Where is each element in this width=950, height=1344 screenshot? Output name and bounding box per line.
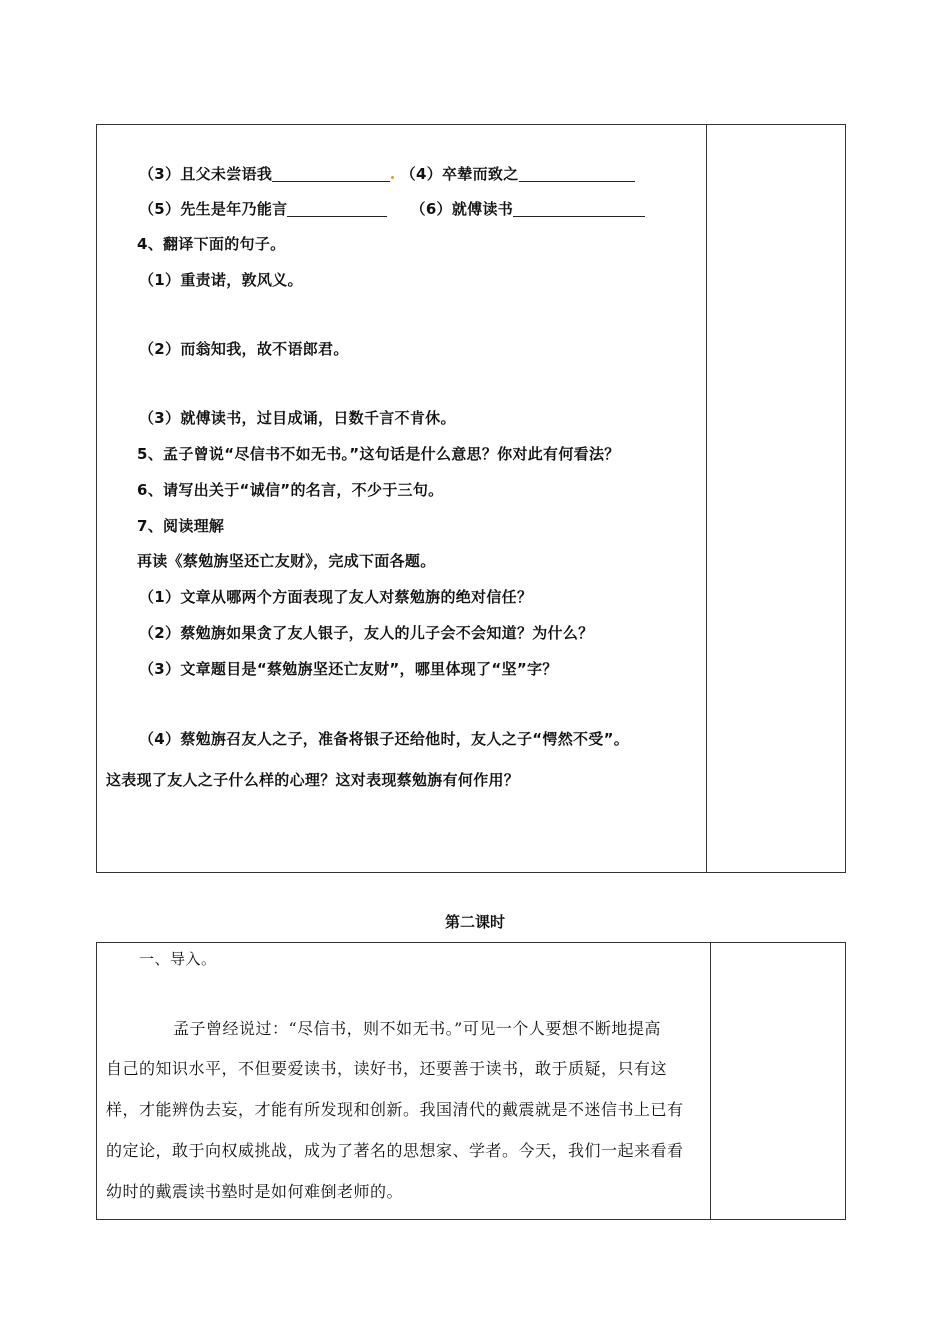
q5-label: （5）先生是年乃能言: [139, 200, 288, 218]
intro-heading: 一、导入。: [139, 950, 217, 968]
item7-intro: 再读《蔡勉旃坚还亡友财》，完成下面各题。: [137, 552, 436, 570]
q4-label: （4）卒辇而致之: [400, 165, 519, 183]
item4-3: （3）就傅读书，过目成诵，日数千言不肯休。: [139, 409, 456, 427]
q6-blank[interactable]: [513, 201, 645, 217]
item4: 4、翻译下面的句子。: [137, 235, 286, 253]
q3-label: （3）且父未尝语我: [139, 165, 273, 183]
lesson1-table: [96, 124, 846, 873]
q4-blank[interactable]: [519, 166, 635, 182]
item7-2: （2）蔡勉旃如果贪了友人银子，友人的儿子会不会知道？为什么？: [139, 624, 594, 642]
item7-4-line1: （4）蔡勉旃召友人之子，准备将银子还给他时，友人之子“愕然不受”。: [139, 730, 630, 748]
item7-4-line2: 这表现了友人之子什么样的心理？这对表现蔡勉旃有何作用？: [106, 771, 520, 789]
item7: 7、阅读理解: [137, 517, 225, 535]
item5: 5、孟子曾说“尽信书不如无书。”这句话是什么意思？你对此有何看法？: [137, 445, 620, 463]
item4-1: （1）重责诺，敦风义。: [139, 271, 303, 289]
intro-paragraph-line2: 自己的知识水平，不但要爱读书，读好书，还要善于读书，敢于质疑，只有这: [106, 1059, 668, 1078]
notes-column-divider: [706, 125, 707, 872]
mark-dot: [391, 176, 394, 179]
intro-paragraph-line1: 孟子曾经说过：“尽信书，则不如无书。”可见一个人要想不断地提高: [173, 1019, 661, 1038]
q5-blank[interactable]: [287, 201, 387, 217]
intro-paragraph-line4: 的定论，敢于向权威挑战，成为了著名的思想家、学者。今天，我们一起来看看: [106, 1141, 684, 1160]
item6: 6、请写出关于“诚信”的名言，不少于三句。: [137, 481, 444, 499]
lesson2-table: [96, 942, 846, 1220]
notes-column-divider: [710, 943, 711, 1219]
item4-2: （2）而翁知我，故不语郎君。: [139, 340, 349, 358]
item7-1: （1）文章从哪两个方面表现了友人对蔡勉旃的绝对信任？: [139, 588, 533, 606]
item7-3: （3）文章题目是“蔡勉旃坚还亡友财”，哪里体现了“坚”字？: [139, 660, 558, 678]
q3-q4-row: [139, 163, 635, 184]
q3-blank[interactable]: [272, 166, 390, 182]
q6-label: （6）就傅读书: [410, 200, 514, 218]
intro-paragraph-line5: 幼时的戴震读书塾时是如何难倒老师的。: [106, 1182, 404, 1201]
intro-paragraph-line3: 样，才能辨伪去妄，才能有所发现和创新。我国清代的戴震就是不迷信书上已有: [106, 1100, 684, 1119]
lesson2-title: 第二课时: [444, 913, 505, 931]
q5-q6-row: [139, 198, 645, 219]
